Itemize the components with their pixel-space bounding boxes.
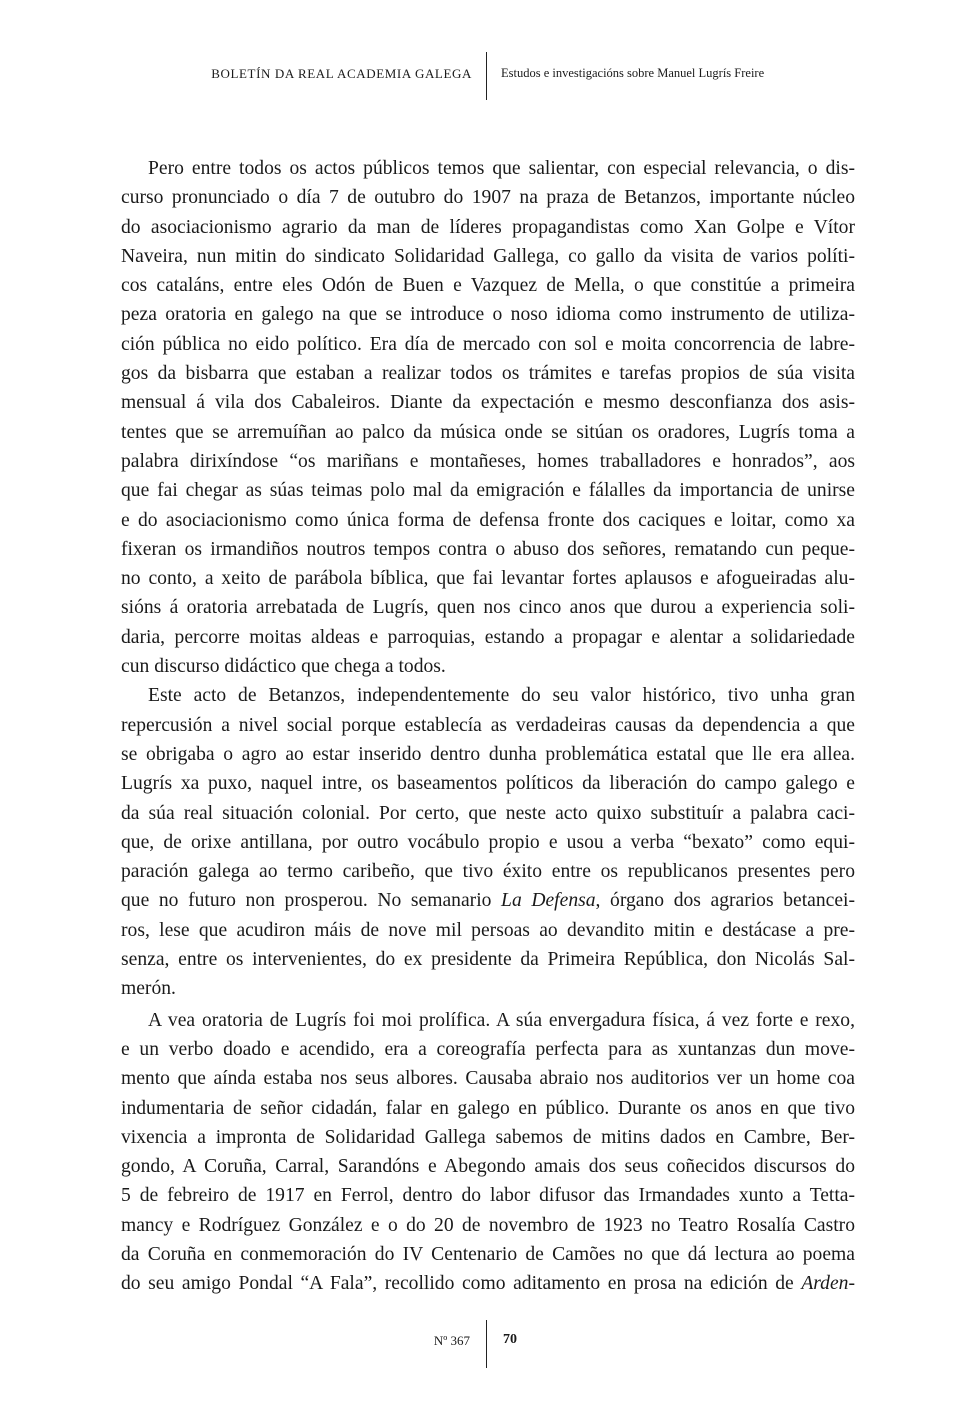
text-line: cos cataláns, entre eles Odón de Buen e Vazquez de Mella, o que constitúe a primeira bbox=[121, 275, 855, 297]
section-title: Estudos e investigacións sobre Manuel Lugrís Freire bbox=[501, 66, 765, 80]
text-line: e do asociacionismo como única forma de defensa fronte dos caciques e loitar, como xa bbox=[121, 509, 855, 531]
text-line: 5 de febreiro de 1917 en Ferrol, dentro do labor difusor das Irmandades xunto a Tetta- bbox=[121, 1185, 855, 1207]
text-line: daria, percorre moitas aldeas e parroquias, estando a propagar e alentar a solidariedade bbox=[121, 626, 855, 648]
text-line: da súa real situación colonial. Por certo, que neste acto quixo substituír a palabra caci- bbox=[121, 802, 855, 824]
text-line-with-italic bbox=[121, 886, 855, 915]
paragraph-3 bbox=[121, 1006, 855, 1299]
text-line: mancy e Rodríguez González e o do 20 de novembro de 1923 no Teatro Rosalía Castro bbox=[121, 1214, 855, 1236]
paragraph-1 bbox=[121, 154, 855, 681]
text-line: senza, entre os intervenientes, do ex presidente da Primeira República, don Nicolás Sal- bbox=[121, 949, 855, 971]
text-line: palabra dirixíndose “os mariñans e montañeses, homes traballadores e honrados”, aos bbox=[121, 450, 855, 472]
paragraph-2 bbox=[121, 681, 855, 1003]
text-line: Pero entre todos os actos públicos temos que salientar, con especial relevancia, o dis- bbox=[148, 158, 855, 179]
text-line: gondo, A Coruña, Carral, Sarandóns e Abegondo amais dos seus coñecidos discursos do bbox=[121, 1156, 855, 1178]
newspaper-title: La Defensa bbox=[501, 890, 596, 912]
text-line: merón. bbox=[121, 978, 176, 1000]
page-number: 70 bbox=[503, 1332, 517, 1347]
text-line: que, de orixe antillana, por outro vocábulo propio e usou a verba “bexato” como equi- bbox=[121, 831, 855, 853]
text-line: Lugrís xa puxo, naquel intre, os baseamentos políticos da liberación do campo galego e bbox=[121, 773, 855, 795]
text-line: gos da bisbarra que estaban a realizar todos os trámites e tarefas propios de súa visita bbox=[121, 363, 855, 385]
text-line: ción pública no eido político. Era día de mercado con sol e moita concorrencia de labre- bbox=[121, 333, 855, 355]
issue-number: Nº 367 bbox=[433, 1333, 470, 1348]
text-line: Este acto de Betanzos, independentemente do seu valor histórico, tivo unha gran bbox=[148, 685, 855, 707]
page-footer bbox=[0, 1320, 975, 1370]
footer-divider bbox=[486, 1320, 487, 1368]
text-line: A vea oratoria de Lugrís foi moi prolífica. A súa envergadura física, á vez forte e rexo, bbox=[148, 1009, 855, 1031]
text-line: mento que aínda estaba nos seus albores. Causaba abraio nos auditorios ver un home coa bbox=[121, 1068, 855, 1090]
text-line-with-italic bbox=[121, 1269, 855, 1298]
text-line: no conto, a xeito de parábola bíblica, que fai levantar fortes aplausos e afogueiradas alu- bbox=[121, 568, 855, 590]
text-line: fixeran os irmandiños noutros tempos contra o abuso dos señores, rematando cun peque- bbox=[121, 538, 855, 560]
text-line: sións á oratoria arrebatada de Lugrís, quen nos cinco anos que durou a experiencia soli- bbox=[121, 597, 855, 619]
running-header bbox=[0, 52, 975, 102]
article-body bbox=[121, 154, 855, 1299]
text-segment: que no futuro non prosperou. No semanario bbox=[121, 890, 502, 912]
text-line: do asociacionismo agrario da man de líderes propagandistas como Xan Golpe e Vítor bbox=[121, 216, 855, 238]
text-line: se obrigaba o agro ao estar inserido dentro dunha problemática estatal que lle era allea. bbox=[121, 743, 855, 765]
text-line: que fai chegar as súas teimas polo mal da emigración e fálalles da importancia de unirse bbox=[121, 480, 855, 502]
text-line: cun discurso didáctico que chega a todos. bbox=[121, 656, 446, 678]
book-title-fragment: Arden- bbox=[801, 1273, 855, 1295]
text-line: repercusión a nivel social porque establecía as verdadeiras causas da dependencia a que bbox=[121, 714, 855, 736]
text-line: e un verbo doado e acendido, era a coreografía perfecta para as xuntanzas dun move- bbox=[121, 1038, 855, 1060]
text-segment: , órgano dos agrarios betancei- bbox=[595, 890, 855, 912]
text-line: paración galega ao termo caribeño, que tivo éxito entre os republicanos presentes pero bbox=[121, 861, 855, 883]
text-line: indumentaria de señor cidadán, falar en galego en público. Durante os anos en que tivo bbox=[121, 1097, 855, 1119]
text-segment: do seu amigo Pondal “A Fala”, recollido como aditamento en prosa na edición de bbox=[121, 1273, 802, 1295]
text-line: mensual á vila dos Cabaleiros. Diante da expectación e mesmo desconfianza dos asis- bbox=[121, 392, 855, 414]
journal-title: BOLETÍN DA REAL ACADEMIA GALEGA bbox=[211, 66, 472, 81]
text-line: Naveira, nun mitin do sindicato Solidaridad Gallega, co gallo da visita de varios políti- bbox=[121, 245, 855, 267]
text-line: curso pronunciado o día 7 de outubro do 1907 na praza de Betanzos, importante núcleo bbox=[121, 187, 855, 209]
text-line: ros, lese que acudiron máis de nove mil persoas ao devandito mitin e destácase a pre- bbox=[121, 919, 855, 941]
text-line: da Coruña en conmemoración do IV Centenario de Camões no que dá lectura ao poema bbox=[121, 1243, 855, 1265]
text-line: vixencia a impronta de Solidaridad Gallega sabemos de mitins dados en Cambre, Ber- bbox=[121, 1126, 855, 1148]
text-line: peza oratoria en galego na que se introduce o noso idioma como instrumento de utiliza- bbox=[121, 304, 855, 326]
text-line: tentes que se arremuíñan ao palco da música onde se sitúan os oradores, Lugrís toma a bbox=[121, 421, 855, 443]
header-divider bbox=[486, 52, 487, 100]
